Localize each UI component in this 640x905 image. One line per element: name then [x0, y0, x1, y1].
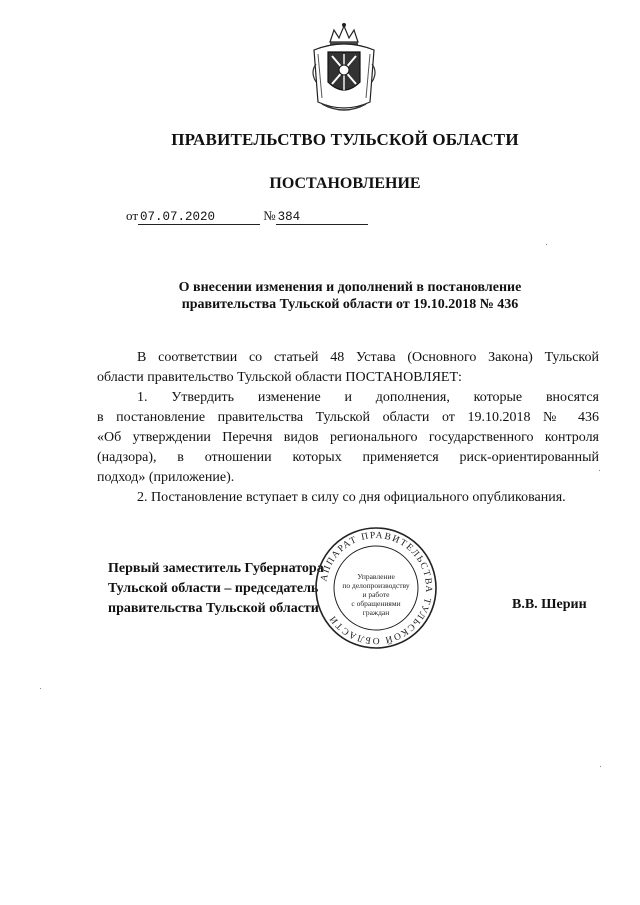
- stamp-line-2: по делопроизводству: [342, 581, 410, 590]
- registration-line: [126, 208, 368, 225]
- document-date: 07.07.2020: [138, 210, 260, 225]
- stamp-line-1: Управление: [357, 572, 395, 581]
- signer-position: [108, 559, 324, 619]
- stamp-line-3: и работе: [362, 590, 390, 599]
- body-p3: 2. Постановление вступает в силу со дня официального опубликования.: [137, 490, 566, 505]
- document-number: 384: [276, 210, 368, 225]
- subject-line-1: О внесении изменения и дополнений в постановление: [178, 280, 522, 295]
- scan-speck: [40, 688, 41, 689]
- stamp-center-text: [338, 572, 414, 617]
- document-type: ПОСТАНОВЛЕНИЕ: [269, 175, 421, 192]
- signer-line-2: Тульской области – председатель: [108, 581, 319, 596]
- signer-name: В.В. Шерин: [512, 597, 587, 612]
- body-p2-line3: «Об утверждении Перечня видов регионального государственного контроля: [97, 430, 599, 445]
- number-prefix: №: [263, 208, 276, 223]
- body-p1-line1: В соответствии со статьей 48 Устава (Основного Закона) Тульской: [137, 350, 599, 365]
- signer-line-3: правительства Тульской области: [108, 601, 319, 616]
- body-p2-line4: (надзора), в отношении которых применяется риск-ориентированный: [97, 450, 599, 465]
- coat-of-arms-icon: [308, 20, 380, 116]
- scan-speck: [600, 766, 601, 767]
- document-subject: [120, 279, 580, 313]
- stamp-line-4: с обращениями: [351, 599, 401, 608]
- date-prefix: от: [126, 208, 139, 223]
- body-p2-line5: подход» (приложение).: [97, 470, 235, 485]
- organization-title: ПРАВИТЕЛЬСТВО ТУЛЬСКОЙ ОБЛАСТИ: [171, 130, 519, 149]
- body-p2-line1: 1. Утвердить изменение и дополнения, которые вносятся: [137, 390, 599, 405]
- body-p2-line2: в постановление правительства Тульской области от 19.10.2018 № 436: [97, 410, 599, 425]
- body-p1-line2: области правительство Тульской области ПОСТАНОВЛЯЕТ:: [97, 370, 462, 385]
- signer-line-1: Первый заместитель Губернатора: [108, 561, 324, 576]
- scan-speck: [546, 244, 547, 245]
- document-body: [97, 348, 599, 508]
- stamp-line-5: граждан: [362, 608, 390, 617]
- scan-speck: [599, 470, 600, 471]
- subject-line-2: правительства Тульской области от 19.10.2018 № 436: [181, 297, 519, 312]
- stamp-ring-text: АППАРАТ ПРАВИТЕЛЬСТВА ТУЛЬСКОЙ ОБЛАСТИ: [319, 530, 434, 646]
